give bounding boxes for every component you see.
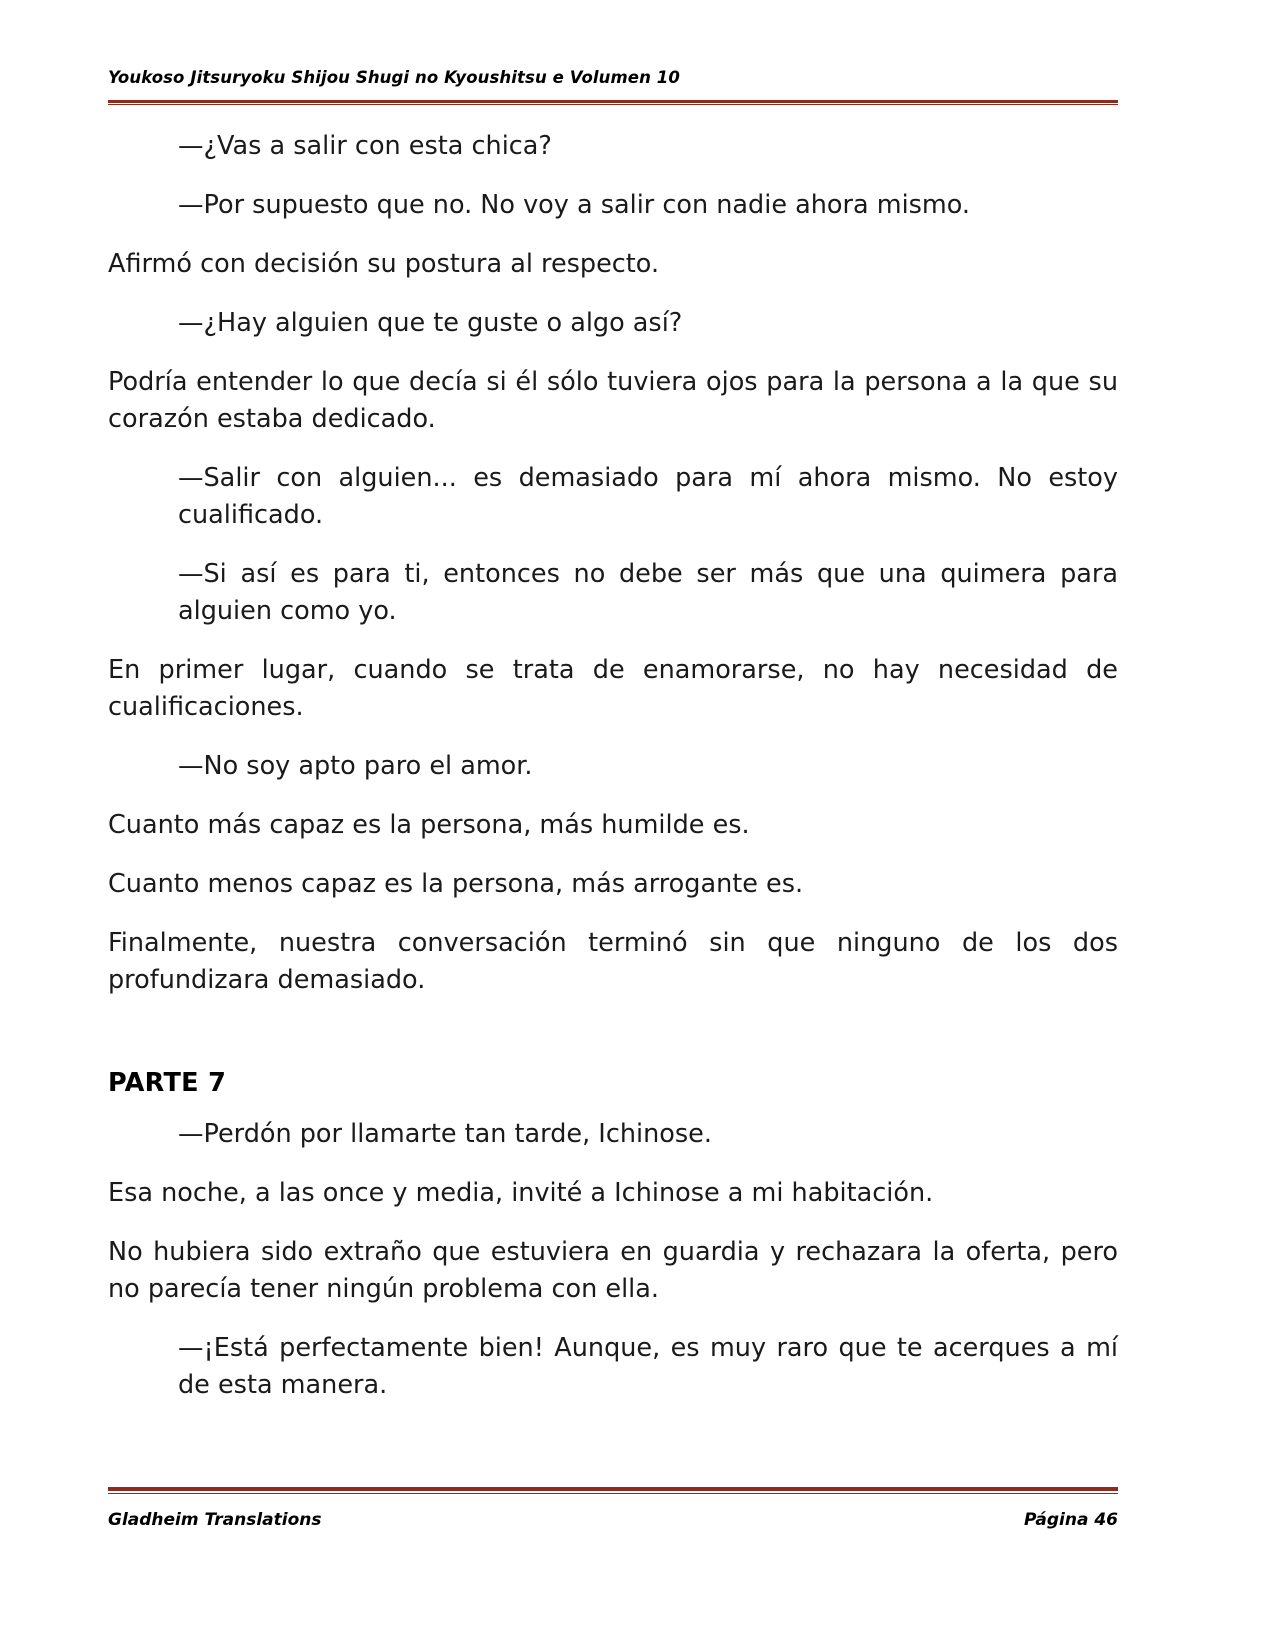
paragraph-dialog: —¿Hay alguien que te guste o algo así? <box>178 307 683 338</box>
paragraph-dialog: —Perdón por llamarte tan tarde, Ichinose. <box>178 1119 712 1150</box>
paragraph-dialog: —¡Está perfectamente bien! Aunque, es muy raro que te acerques a mí de esta manera. <box>178 1333 1118 1401</box>
paragraph-body: Podría entender lo que decía si él sólo tuviera ojos para la persona a la que su corazón estaba dedicado. <box>108 366 1118 434</box>
paragraph-dialog: —Si así es para ti, entonces no debe ser más que una quimera para alguien como yo. <box>178 558 1118 626</box>
paragraph-dialog: —¿Vas a salir con esta chica? <box>178 131 552 161</box>
header-divider-thin <box>108 104 1118 105</box>
paragraph-body: Finalmente, nuestra conversación terminó sin que ninguno de los dos profundizara demasiado. <box>108 927 1118 995</box>
page-footer <box>108 1510 1118 1530</box>
paragraph-dialog: —Por supuesto que no. No voy a salir con nadie ahora mismo. <box>178 189 971 220</box>
paragraph-dialog: —Salir con alguien... es demasiado para mí ahora mismo. No estoy cualificado. <box>178 462 1118 530</box>
paragraph-body: No hubiera sido extraño que estuviera en guardia y rechazara la oferta, pero no parecía tener ningún problema con ella. <box>108 1237 1118 1305</box>
footer-divider <box>108 1487 1118 1491</box>
footer-page-number: Página 46 <box>1024 1510 1118 1530</box>
section-heading: PARTE 7 <box>108 1068 227 1099</box>
page-content <box>108 128 1118 1426</box>
paragraph-body: Cuanto menos capaz es la persona, más arrogante es. <box>108 868 804 899</box>
header-divider <box>108 100 1118 103</box>
paragraph-dialog: —No soy apto paro el amor. <box>178 750 533 781</box>
section-spacer <box>108 1020 1118 1068</box>
header-title: Youkoso Jitsuryoku Shijou Shugi no Kyoushitsu e Volumen 10 <box>108 68 680 87</box>
paragraph-body: En primer lugar, cuando se trata de enamorarse, no hay necesidad de cualificaciones. <box>108 654 1118 722</box>
footer-translator-credit: Gladheim Translations <box>108 1510 322 1530</box>
footer-divider-thin <box>108 1493 1118 1494</box>
page-header <box>108 68 1118 87</box>
paragraph-body: Cuanto más capaz es la persona, más humilde es. <box>108 809 750 840</box>
paragraph-body: Esa noche, a las once y media, invité a Ichinose a mi habitación. <box>108 1178 934 1209</box>
paragraph-body: Afirmó con decisión su postura al respecto. <box>108 248 660 279</box>
